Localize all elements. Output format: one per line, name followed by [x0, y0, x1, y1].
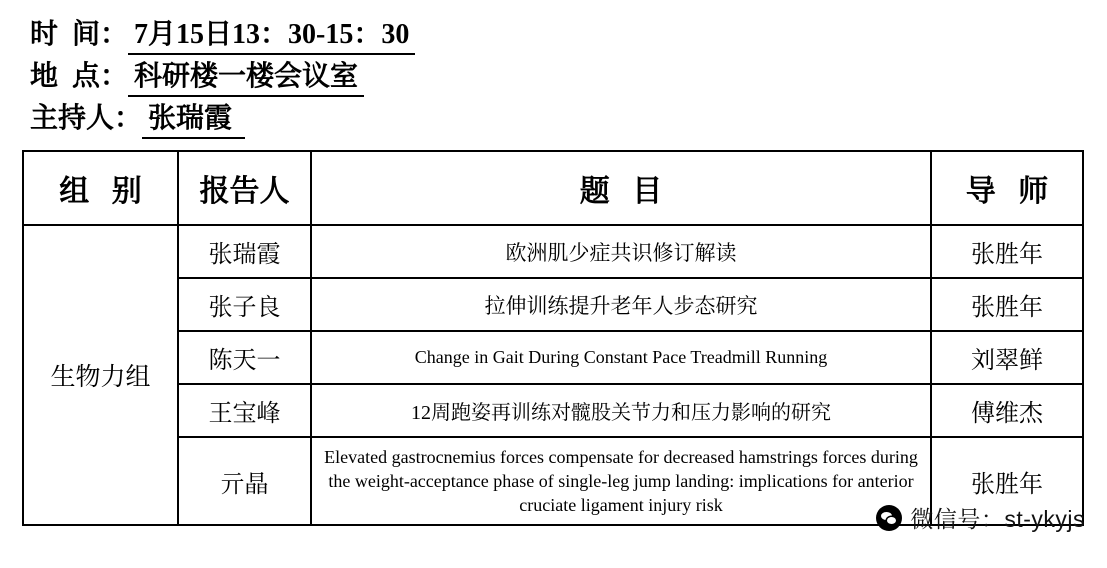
table-header-row [23, 151, 1083, 225]
table-row [23, 384, 1083, 437]
mentor-cell: 张胜年 [931, 437, 1083, 525]
table-row [23, 225, 1083, 278]
wechat-footer [876, 501, 1085, 534]
agenda-table [22, 150, 1084, 526]
speaker-cell: 亓晶 [178, 437, 311, 525]
title-cell: 拉伸训练提升老年人步态研究 [311, 278, 931, 331]
mentor-cell: 张胜年 [931, 225, 1083, 278]
speaker-cell: 王宝峰 [178, 384, 311, 437]
header-group: 组 别 [23, 151, 178, 225]
time-value: 7月15日13：30-15：30 [128, 18, 415, 55]
host-value: 张瑞霞 [142, 102, 245, 139]
mentor-cell: 张胜年 [931, 278, 1083, 331]
group-cell: 生物力组 [23, 225, 178, 525]
host-label: 主持人： [30, 103, 143, 134]
table-row [23, 278, 1083, 331]
table-body [23, 225, 1083, 525]
mentor-cell: 傅维杰 [931, 384, 1083, 437]
wechat-id-text: 微信号：st-ykyjs [910, 506, 1085, 532]
place-label: 地 点： [30, 61, 129, 92]
title-cell: 欧洲肌少症共识修订解读 [311, 225, 931, 278]
table-row [23, 331, 1083, 384]
meta-row-time [30, 14, 1107, 56]
speaker-cell: 张瑞霞 [178, 225, 311, 278]
speaker-cell: 陈天一 [178, 331, 311, 384]
meta-row-host [30, 98, 1107, 140]
speaker-cell: 张子良 [178, 278, 311, 331]
place-value: 科研楼一楼会议室 [128, 60, 364, 97]
header-mentor: 导 师 [931, 151, 1083, 225]
title-cell: 12周跑姿再训练对髋股关节力和压力影响的研究 [311, 384, 931, 437]
mentor-cell: 刘翠鲜 [931, 331, 1083, 384]
title-cell: Elevated gastrocnemius forces compensate for decreased hamstrings forces during the weight-acceptance phase of single-leg jump landing: implications for anterior cruciate ligament injury risk [311, 437, 931, 525]
time-label: 时 间： [30, 19, 129, 50]
header-title: 题 目 [311, 151, 931, 225]
meeting-meta [0, 0, 1107, 140]
agenda-table-wrapper [22, 150, 1084, 526]
table-header [23, 151, 1083, 225]
meta-row-place [30, 56, 1107, 98]
title-cell: Change in Gait During Constant Pace Treadmill Running [311, 331, 931, 384]
header-speaker: 报告人 [178, 151, 311, 225]
wechat-icon [876, 505, 902, 531]
